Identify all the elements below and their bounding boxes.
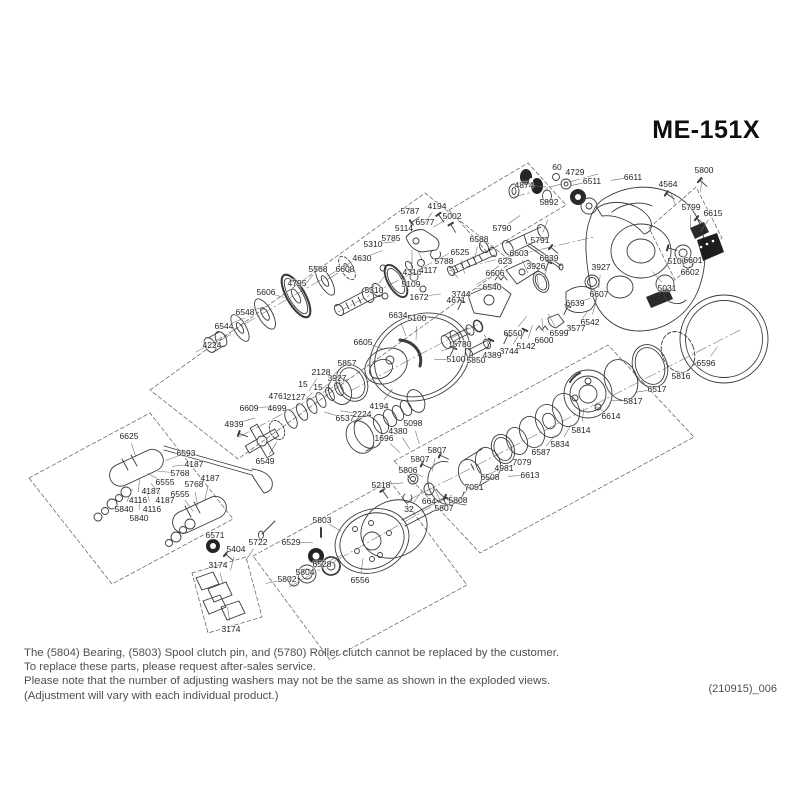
part-number-6588: 6588 <box>469 233 489 244</box>
part-number-6607: 6607 <box>589 288 609 299</box>
part-number-5404: 5404 <box>226 543 246 554</box>
part-number-5807: 5807 <box>427 444 447 455</box>
part-number-6511: 6511 <box>582 175 602 186</box>
part-number-6613: 6613 <box>520 469 540 480</box>
part-number-4194: 4194 <box>427 200 447 211</box>
part-number-3927: 3927 <box>327 372 347 383</box>
part-number-664: 664 <box>421 495 437 506</box>
part-number-3577: 3577 <box>566 322 586 333</box>
part-number-7079: 7079 <box>512 456 532 467</box>
part-number-6537: 6537 <box>335 412 355 423</box>
part-number-3174: 3174 <box>221 623 241 634</box>
part-number-6602: 6602 <box>680 266 700 277</box>
part-number-6614: 6614 <box>601 410 621 421</box>
part-number-5840: 5840 <box>129 512 149 523</box>
part-number-5799: 5799 <box>681 201 701 212</box>
part-number-2224: 2224 <box>352 408 372 419</box>
part-number-4874: 4874 <box>514 179 534 190</box>
part-number-5802: 5802 <box>277 573 297 584</box>
part-number-5768: 5768 <box>184 478 204 489</box>
part-number-5787: 5787 <box>400 205 420 216</box>
model-number: ME-151X <box>652 116 760 144</box>
footer-notes <box>24 646 559 703</box>
part-number-6517: 6517 <box>647 383 667 394</box>
part-number-32: 32 <box>404 503 414 514</box>
part-number-6529: 6529 <box>281 536 301 547</box>
part-number-6611: 6611 <box>623 171 643 182</box>
part-number-4116: 4116 <box>128 494 148 505</box>
part-number-4116: 4116 <box>142 503 162 514</box>
part-number-3744: 3744 <box>451 288 471 299</box>
part-number-6555: 6555 <box>170 488 190 499</box>
part-number-5768: 5768 <box>170 467 190 478</box>
part-number-5791: 5791 <box>530 234 550 245</box>
part-number-6625: 6625 <box>119 430 139 441</box>
part-number-60: 60 <box>552 161 562 172</box>
part-number-5803: 5803 <box>312 514 332 525</box>
part-number-5800: 5800 <box>694 164 714 175</box>
part-number-4630: 4630 <box>352 252 372 263</box>
part-number-4389: 4389 <box>482 349 502 360</box>
part-number-5807: 5807 <box>410 453 430 464</box>
part-number-5840: 5840 <box>114 503 134 514</box>
part-number-7051: 7051 <box>464 481 484 492</box>
part-number-6577: 6577 <box>415 216 435 227</box>
part-number-2128: 2128 <box>311 366 331 377</box>
part-number-4117: 4117 <box>418 264 438 275</box>
part-number-4187: 4187 <box>184 458 204 469</box>
part-number-6593: 6593 <box>176 447 196 458</box>
part-number-6528: 6528 <box>312 558 332 569</box>
part-number-4939: 4939 <box>224 418 244 429</box>
part-number-5002: 5002 <box>442 210 462 221</box>
part-number-5817: 5817 <box>623 395 643 406</box>
part-number-5114: 5114 <box>394 222 414 233</box>
part-number-5568: 5568 <box>308 263 328 274</box>
part-number-4795: 4795 <box>287 277 307 288</box>
part-number-6609: 6609 <box>239 402 259 413</box>
part-number-5804: 5804 <box>295 566 315 577</box>
part-number-6549: 6549 <box>255 455 275 466</box>
part-number-4699: 4699 <box>267 402 287 413</box>
part-number-5806: 5806 <box>398 464 418 475</box>
part-number-6639: 6639 <box>539 252 559 263</box>
part-number-4224: 4224 <box>202 339 222 350</box>
document-code: (210915)_006 <box>708 683 777 695</box>
part-number-5100: 5100 <box>407 312 427 323</box>
part-number-6634: 6634 <box>388 309 408 320</box>
part-number-15: 15 <box>298 378 308 389</box>
part-number-5310: 5310 <box>364 284 384 295</box>
part-number-5109: 5109 <box>401 278 421 289</box>
part-number-6556: 6556 <box>350 574 370 585</box>
part-number-3926: 3926 <box>526 260 546 271</box>
part-number-3927: 3927 <box>591 261 611 272</box>
part-number-5031: 5031 <box>657 282 677 293</box>
part-number-6571: 6571 <box>205 529 225 540</box>
part-number-6542: 6542 <box>580 316 600 327</box>
part-number-6540: 6540 <box>482 281 502 292</box>
part-number-5807: 5807 <box>434 502 454 513</box>
footer-line: To replace these parts, please request after-sales service. <box>24 661 316 674</box>
part-number-5850: 5850 <box>466 354 486 365</box>
part-number-2127: 2127 <box>286 391 306 402</box>
part-number-4194: 4194 <box>369 400 389 411</box>
part-number-5892: 5892 <box>539 196 559 207</box>
part-number-1696: 1696 <box>374 432 394 443</box>
part-number-5785: 5785 <box>381 232 401 243</box>
part-number-5218: 5218 <box>371 479 391 490</box>
part-number-4187: 4187 <box>155 494 175 505</box>
part-number-4671: 4671 <box>446 294 466 305</box>
part-number-5098: 5098 <box>403 417 423 428</box>
part-number-6603: 6603 <box>509 247 529 258</box>
part-number-6608: 6608 <box>335 263 355 274</box>
part-number-1672: 1672 <box>409 291 429 302</box>
part-number-6596: 6596 <box>696 357 716 368</box>
part-number-6606: 6606 <box>485 267 505 278</box>
part-number-4316: 4316 <box>402 266 422 277</box>
part-number-5606: 5606 <box>256 286 276 297</box>
footer-line: Please note that the number of adjusting washers may not be the same as shown in the exploded views. <box>24 675 551 688</box>
part-number-6601: 6601 <box>683 254 703 265</box>
part-number-3174: 3174 <box>208 559 228 570</box>
part-number-5808: 5808 <box>448 494 468 505</box>
part-number-4981: 4981 <box>494 462 514 473</box>
part-number-5100: 5100 <box>667 255 687 266</box>
part-number-6605: 6605 <box>353 336 373 347</box>
part-number-6548: 6548 <box>235 306 255 317</box>
part-number-5100: 5100 <box>446 353 466 364</box>
part-number-4187: 4187 <box>141 485 161 496</box>
part-number-6587: 6587 <box>531 446 551 457</box>
part-number-5790: 5790 <box>492 222 512 233</box>
part-number-3744: 3744 <box>499 345 519 356</box>
part-number-5310: 5310 <box>363 238 383 249</box>
part-number-15: 15 <box>313 381 323 392</box>
part-number-623: 623 <box>497 255 513 266</box>
part-number-4564: 4564 <box>658 178 678 189</box>
part-number-6600: 6600 <box>534 334 554 345</box>
footer-line: The (5804) Bearing, (5803) Spool clutch pin, and (5780) Roller clutch cannot be replaced by the customer. <box>24 647 560 659</box>
part-number-6525: 6525 <box>450 246 470 257</box>
part-number-5788: 5788 <box>434 255 454 266</box>
part-number-5857: 5857 <box>337 357 357 368</box>
part-number-6555: 6555 <box>155 476 175 487</box>
part-number-4729: 4729 <box>565 166 585 177</box>
part-number-6639: 6639 <box>565 297 585 308</box>
part-number-5722: 5722 <box>248 536 268 547</box>
part-number-6599: 6599 <box>549 327 569 338</box>
part-number-6615: 6615 <box>703 207 723 218</box>
part-number-5814: 5814 <box>571 424 591 435</box>
part-number-4761: 4761 <box>268 390 288 401</box>
footer-line: (Adjustment will vary with each individual product.) <box>24 689 279 702</box>
part-number-4187: 4187 <box>200 472 220 483</box>
part-number-6508: 6508 <box>480 471 500 482</box>
part-number-5142: 5142 <box>516 340 536 351</box>
part-number-6550: 6550 <box>503 327 523 338</box>
part-number-5816: 5816 <box>671 370 691 381</box>
part-number-4380: 4380 <box>388 425 408 436</box>
part-number-5780: 5780 <box>452 338 472 349</box>
part-number-6544: 6544 <box>214 320 234 331</box>
part-number-5834: 5834 <box>550 438 570 449</box>
